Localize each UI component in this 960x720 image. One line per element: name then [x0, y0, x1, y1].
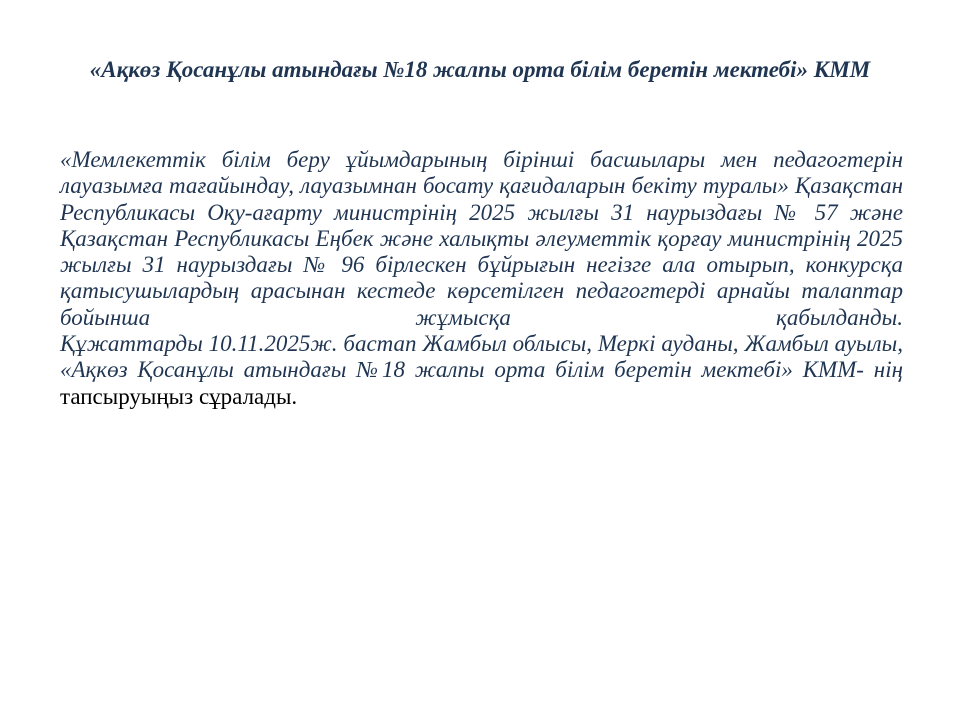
submission-details: Құжаттарды 10.11.2025ж. бастап Жамбыл облысы, Меркі ауданы, Жамбыл ауылы, «Ақкөз Қосанұлы атындағы №18 жалпы орта білім беретін мектебі» КММ- нің: [60, 331, 903, 383]
submission-request: тапсыруыңыз сұралады: [60, 383, 292, 409]
slide-title: «Ақкөз Қосанұлы атындағы №18 жалпы орта білім беретін мектебі» КММ: [89, 57, 871, 82]
announcement-body: [60, 147, 903, 410]
paragraph-end-period: .: [291, 383, 298, 409]
announcement-paragraph-2: [60, 331, 903, 410]
announcement-paragraph-1: «Мемлекеттік білім беру ұйымдарының бірінші басшылары мен педагогтерін лауазымға тағайындау, лауазымнан босату қағидаларын бекіту туралы» Қазақстан Республикасы Оқу-ағарту министрінің 2025 жылғы 31 наурыздағы № 57 және Қазақстан Республикасы Еңбек және халықты әлеуметтік қорғау министрінің 2025 жылғы 31 наурыздағы № 96 бірлескен бұйрығын негізге ала отырып, конкурсқа қатысушылардың арасынан кестеде көрсетілген педагогтерді арнайы талаптар бойынша жұмысқа қабылданды.: [60, 147, 903, 330]
